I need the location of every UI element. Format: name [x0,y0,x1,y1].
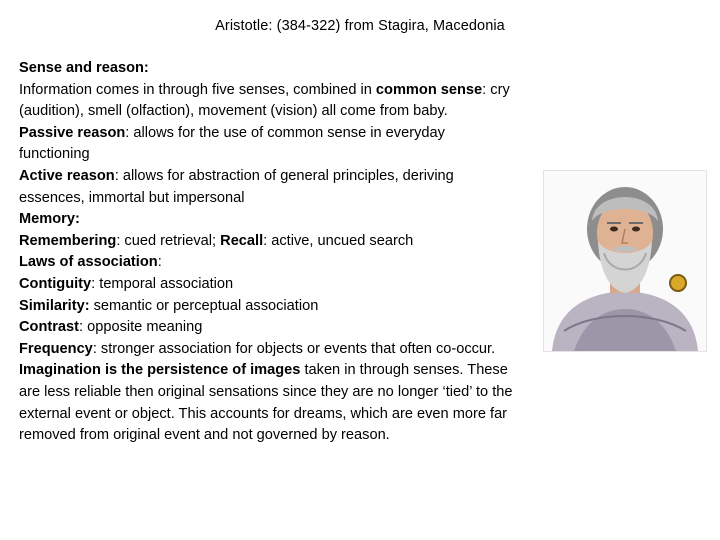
sense-text-a: Information comes in through five senses, combined in [19,81,376,98]
recall-term: Recall [220,232,264,249]
laws-heading-line [19,252,519,274]
aristotle-portrait [543,170,707,352]
remembering-term: Remembering [19,232,117,249]
body-text [19,58,519,447]
passive-reason-desc: : allows for the use of common sense in everyday functioning [19,124,445,163]
active-reason-term: Active reason [19,167,115,184]
sense-paragraph [19,58,519,123]
laws-heading: Laws of association [19,254,158,271]
law-desc: : temporal association [91,275,234,292]
imagination-bold: Imagination is the persistence of images [19,362,301,379]
law-term: Similarity: [19,297,90,314]
memory-paragraph [19,231,519,253]
recall-desc: : active, uncued search [263,232,414,249]
imagination-paragraph [19,360,519,446]
passive-reason-paragraph [19,123,519,166]
law-item-contrast [19,317,519,339]
law-item-frequency [19,339,519,361]
law-term: Frequency [19,340,93,357]
laws-heading-suffix: : [157,254,162,271]
common-sense-term: common sense [375,81,483,98]
law-desc: : opposite meaning [79,319,203,336]
law-desc: semantic or perceptual association [89,297,319,314]
remembering-desc: : cued retrieval; [116,232,221,249]
sense-heading: Sense and reason: [19,60,149,76]
bust-of-aristotle-icon [544,171,706,351]
passive-reason-term: Passive reason [19,124,126,141]
law-item-contiguity [19,274,519,296]
page-title: Aristotle: (384-322) from Stagira, Macedonia [215,18,505,34]
sense-text-c: : cry (audition), smell (olfaction), movement (vision) all come from baby. [19,81,510,120]
law-item-similarity [19,296,519,318]
active-reason-paragraph [19,166,519,209]
law-desc: : stronger association for objects or events that often co-occur. [92,340,496,357]
law-term: Contrast [19,319,79,336]
memory-heading-line [19,209,519,231]
imagination-text: taken in through senses. These are less reliable then original sensations since they are no longer ‘tied’ to the external event or object. This accounts for dreams, which are even more far removed from original event and not governed by reason. [19,362,513,444]
law-term: Contiguity [19,275,92,292]
memory-heading: Memory: [19,211,80,228]
active-reason-desc: : allows for abstraction of general principles, deriving essences, immortal but impersonal [19,167,454,206]
